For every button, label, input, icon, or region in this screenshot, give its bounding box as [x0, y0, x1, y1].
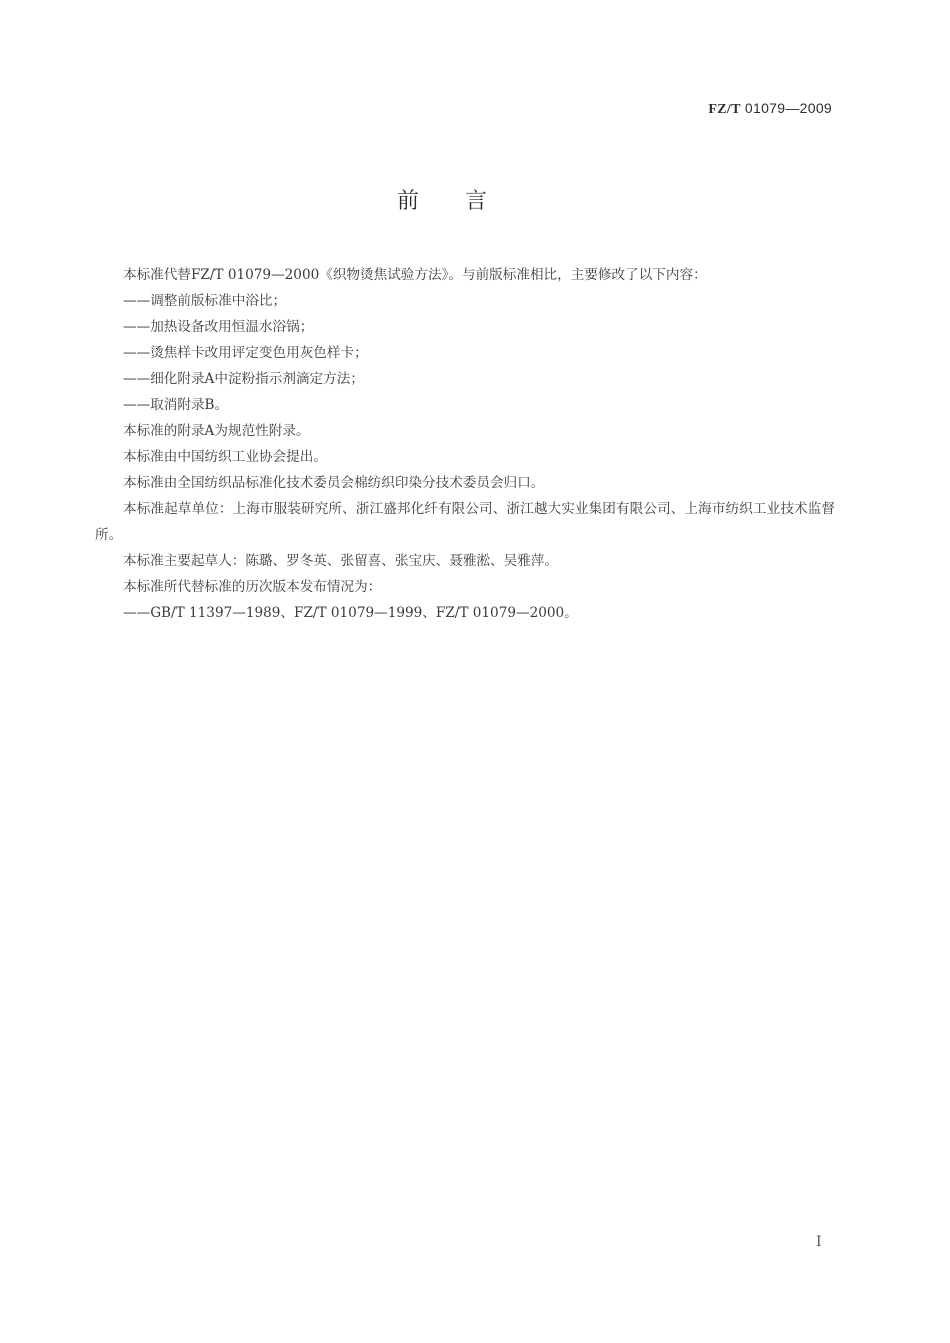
list-item-edition-history: ——GB/T 11397—1989、FZ/T 01079—1999、FZ/T 01079—2000。	[123, 605, 578, 621]
document-code	[708, 100, 832, 118]
page-number: I	[816, 1234, 822, 1250]
paragraph-proposed-by: 本标准由中国纺织工业协会提出。	[123, 449, 327, 465]
list-item-remove-annex-b: ——取消附录B。	[123, 397, 229, 413]
document-code-number: 01079—2009	[740, 100, 832, 116]
paragraph-replaces: 本标准代替FZ/T 01079—2000《织物烫焦试验方法》。与前版标准相比，主要修改了以下内容：	[123, 267, 707, 283]
foreword-body	[95, 262, 835, 626]
list-item-grey-scale: ——烫焦样卡改用评定变色用灰色样卡；	[123, 345, 368, 361]
paragraph-previous-editions: 本标准所代替标准的历次版本发布情况为：	[123, 579, 382, 595]
paragraph-centralized-by: 本标准由全国纺织品标准化技术委员会棉纺织印染分技术委员会归口。	[123, 475, 545, 491]
paragraph-annex-a: 本标准的附录A为规范性附录。	[123, 423, 310, 439]
paragraph-drafters: 本标准主要起草人：陈璐、罗冬英、张留喜、张宝庆、聂雅淞、吴雅萍。	[123, 553, 558, 569]
paragraph-drafting-units: 本标准起草单位：上海市服装研究所、浙江盛邦化纤有限公司、浙江越大实业集团有限公司、上海市纺织工业技术监督所。	[95, 501, 835, 543]
list-item-heating-device: ——加热设备改用恒温水浴锅；	[123, 319, 314, 335]
list-item-bath-ratio: ——调整前版标准中浴比；	[123, 293, 287, 309]
page-title: 前言	[396, 189, 533, 214]
document-code-prefix: FZ/T	[708, 102, 741, 117]
list-item-titration-method: ——细化附录A中淀粉指示剂滴定方法；	[123, 371, 364, 387]
